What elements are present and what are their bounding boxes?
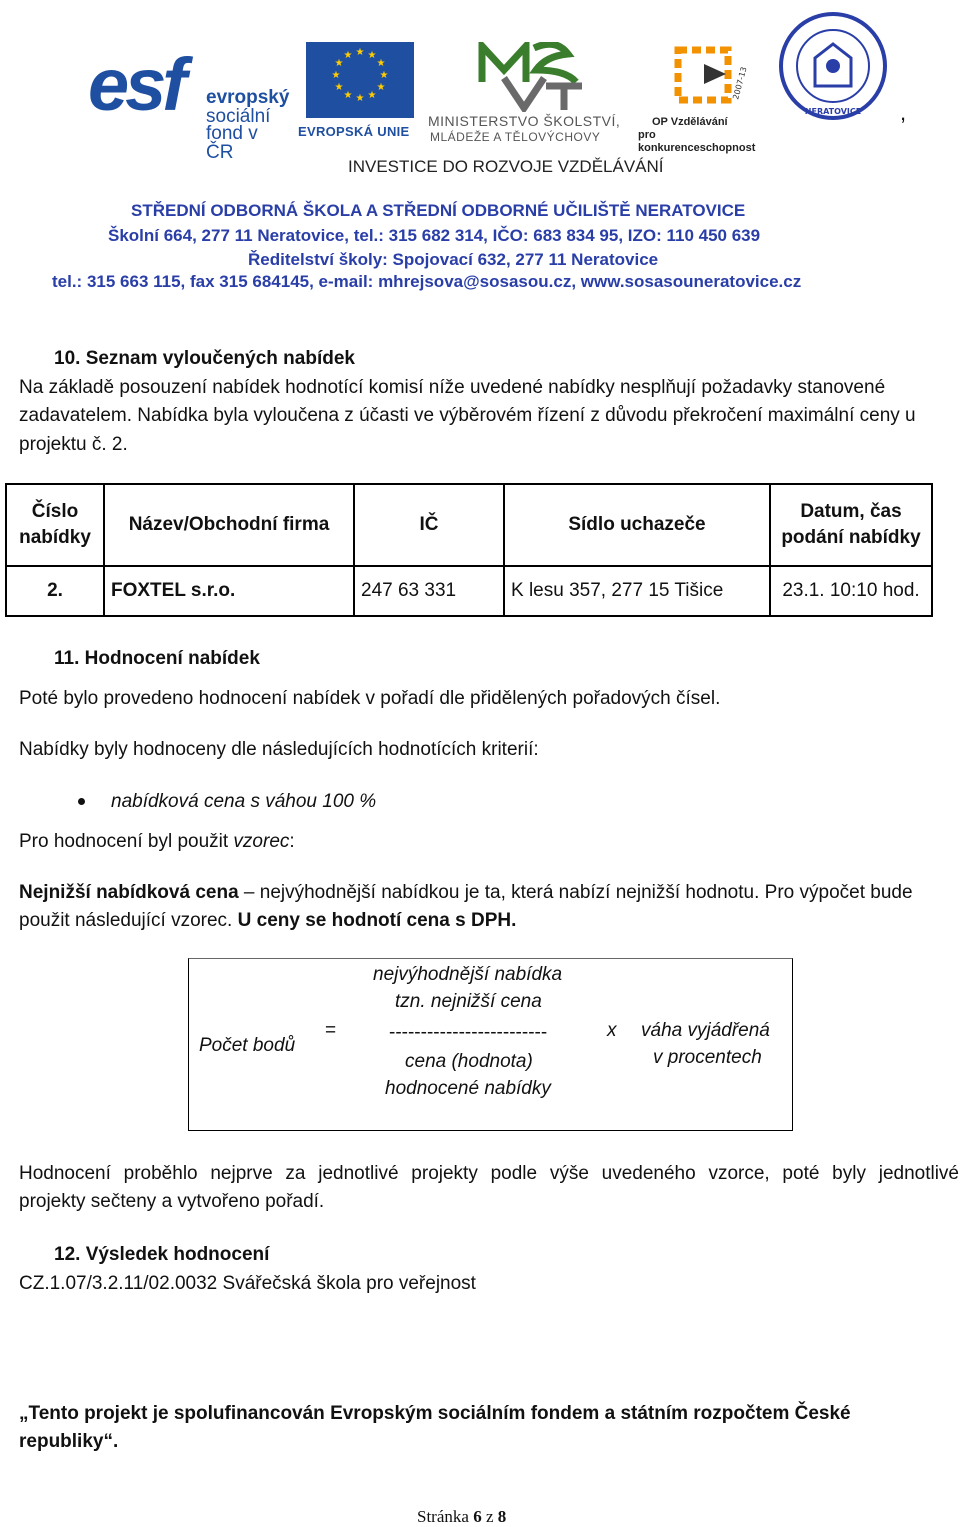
section10-para-2: zadavatelem. Nabídka byla vyloučena z účasti ve výběrovém řízení z důvodu překročení maximální ceny u xyxy=(19,405,916,426)
school-name: STŘEDNÍ ODBORNÁ ŠKOLA A STŘEDNÍ ODBORNÉ UČILIŠTĚ NERATOVICE xyxy=(131,201,746,220)
p3-italic: vzorec xyxy=(233,831,290,852)
school-seal-bottom: NERATOVICE xyxy=(804,107,862,116)
investice-tagline: INVESTICE DO ROZVOJE VZDĚLÁVÁNÍ xyxy=(348,157,664,176)
op-logo xyxy=(636,38,776,154)
p3-end: : xyxy=(289,831,295,852)
col-header-seat: Sídlo uchazeče xyxy=(504,484,770,566)
op-label-2: pro konkurenceschopnost xyxy=(638,129,756,154)
msmt-label-2: MLÁDEŽE A TĚLOVÝCHOVY xyxy=(430,130,601,144)
school-address: Školní 664, 277 11 Neratovice, tel.: 315 682 314, IČO: 683 834 95, IZO: 110 450 639 xyxy=(108,226,761,245)
svg-text:★: ★ xyxy=(376,58,386,69)
msmt-label-1: MINISTERSTVO ŠKOLSTVÍ, xyxy=(428,113,621,129)
section11-p2: Nabídky byly hodnoceny dle následujících hodnotících kriterií: xyxy=(19,739,539,760)
esf-text-1: evropský xyxy=(206,87,290,108)
section11-p1: Poté bylo provedeno hodnocení nabídek v pořadí dle přidělených pořadových čísel. xyxy=(19,688,721,709)
esf-text-2: sociální xyxy=(206,106,271,127)
cell-seat: K lesu 357, 277 15 Tišice xyxy=(504,566,770,616)
page-total: 8 xyxy=(497,1507,507,1526)
section12-result: CZ.1.07/3.2.11/02.0032 Svářečská škola pro veřejnost xyxy=(19,1273,476,1294)
section10-para-1: Na základě posouzení nabídek hodnotící komisí níže uvedené nabídky nesplňují požadavky stanovené xyxy=(19,377,886,398)
bullet-icon xyxy=(78,798,85,805)
op-years: 2007-13 xyxy=(731,65,749,101)
formula-equals: = xyxy=(325,1020,337,1041)
p4-bold: Nejnižší nabídková cena xyxy=(19,882,239,903)
criteria-item: nabídková cena s váhou 100 % xyxy=(111,791,377,812)
op-mark-icon xyxy=(664,40,764,110)
col-header-date: Datum, čas podání nabídky xyxy=(770,484,932,566)
page-current: 6 xyxy=(473,1507,482,1526)
section10-heading: 10. Seznam vyloučených nabídek xyxy=(54,348,355,369)
formula-divider: ------------------------- xyxy=(389,1022,548,1043)
formula-numerator-2: tzn. nejnižší cena xyxy=(395,991,542,1012)
svg-text:★: ★ xyxy=(343,90,353,101)
msmt-logo xyxy=(428,42,628,142)
p4-line2-bold: U ceny se hodnotí cena s DPH. xyxy=(237,910,517,931)
school-seal-logo xyxy=(778,2,888,134)
table-row xyxy=(6,566,932,616)
svg-text:★: ★ xyxy=(376,82,386,93)
formula-box xyxy=(188,958,793,1131)
eu-logo xyxy=(298,42,423,142)
esf-logo xyxy=(88,40,290,163)
svg-text:★: ★ xyxy=(334,82,344,93)
formula-weight-2: v procentech xyxy=(653,1047,762,1068)
svg-text:★: ★ xyxy=(367,50,377,61)
col-header-number: Číslo nabídky xyxy=(6,484,104,566)
svg-text:★: ★ xyxy=(355,93,365,104)
svg-text:★: ★ xyxy=(334,58,344,69)
esf-letters: esf xyxy=(88,43,183,126)
section11-heading: 11. Hodnocení nabídek xyxy=(54,648,260,669)
excluded-offers-table xyxy=(5,483,933,617)
after-formula-2: projekty sečteny a vytvořeno pořadí. xyxy=(19,1191,325,1212)
svg-text:★: ★ xyxy=(343,50,353,61)
school-seal-icon xyxy=(778,2,888,134)
p4-rest: – nejvýhodnější nabídkou je ta, která nabízí nejnižší hodnotu. Pro výpočet bude xyxy=(238,882,913,903)
eu-label: EVROPSKÁ UNIE xyxy=(298,124,410,139)
formula-denominator-1: cena (hodnota) xyxy=(405,1051,533,1072)
section11-p4 xyxy=(19,879,913,906)
formula-numerator-1: nejvýhodnější nabídka xyxy=(373,964,563,985)
section10-para-3: projektu č. 2. xyxy=(19,434,128,455)
after-formula-1: Hodnocení proběhlo nejprve za jednotlivé projekty podle výše uvedeného vzorce, poté byly jednotlivé xyxy=(19,1163,959,1184)
col-header-company: Název/Obchodní firma xyxy=(104,484,354,566)
closing-line-1: „Tento projekt je spolufinancován Evropským sociálním fondem a státním rozpočtem České xyxy=(19,1403,851,1424)
trailing-mark: , xyxy=(900,100,907,125)
page-number xyxy=(417,1507,506,1527)
p4-line2-text: použit následující vzorec. xyxy=(19,910,238,931)
msmt-mark-icon xyxy=(476,42,586,112)
eu-flag-icon xyxy=(306,42,414,118)
school-contacts: tel.: 315 663 115, fax 315 684145, e-mail: mhrejsova@sosasou.cz, www.sosasouneratovice.cz xyxy=(52,272,802,291)
cell-number: 2. xyxy=(6,566,104,616)
svg-text:★: ★ xyxy=(355,47,365,58)
section11-p3 xyxy=(19,828,295,855)
cell-ic: 247 63 331 xyxy=(354,566,504,616)
formula-weight-1: váha vyjádřená xyxy=(641,1020,770,1041)
formula-denominator-2: hodnocené nabídky xyxy=(385,1078,551,1099)
formula-times: x xyxy=(607,1020,617,1041)
page-prefix: Stránka xyxy=(417,1507,474,1526)
op-label-1: OP Vzdělávání xyxy=(652,116,728,128)
cell-date: 23.1. 10:10 hod. xyxy=(770,566,932,616)
svg-text:★: ★ xyxy=(367,90,377,101)
section12-heading: 12. Výsledek hodnocení xyxy=(54,1244,270,1265)
closing-line-2: republiky“. xyxy=(19,1431,119,1452)
formula-lhs: Počet bodů xyxy=(199,1035,296,1056)
col-header-ic: IČ xyxy=(354,484,504,566)
school-directorate: Ředitelství školy: Spojovací 632, 277 11 Neratovice xyxy=(248,250,659,269)
table-header-row xyxy=(6,484,932,566)
page-mid: z xyxy=(481,1507,498,1526)
esf-text-3: fond v ČR xyxy=(206,123,258,163)
svg-text:★: ★ xyxy=(379,70,389,81)
section11-p4-line2 xyxy=(19,907,516,934)
svg-text:★: ★ xyxy=(331,70,341,81)
p3-text: Pro hodnocení byl použit xyxy=(19,831,234,852)
cell-company: FOXTEL s.r.o. xyxy=(104,566,354,616)
